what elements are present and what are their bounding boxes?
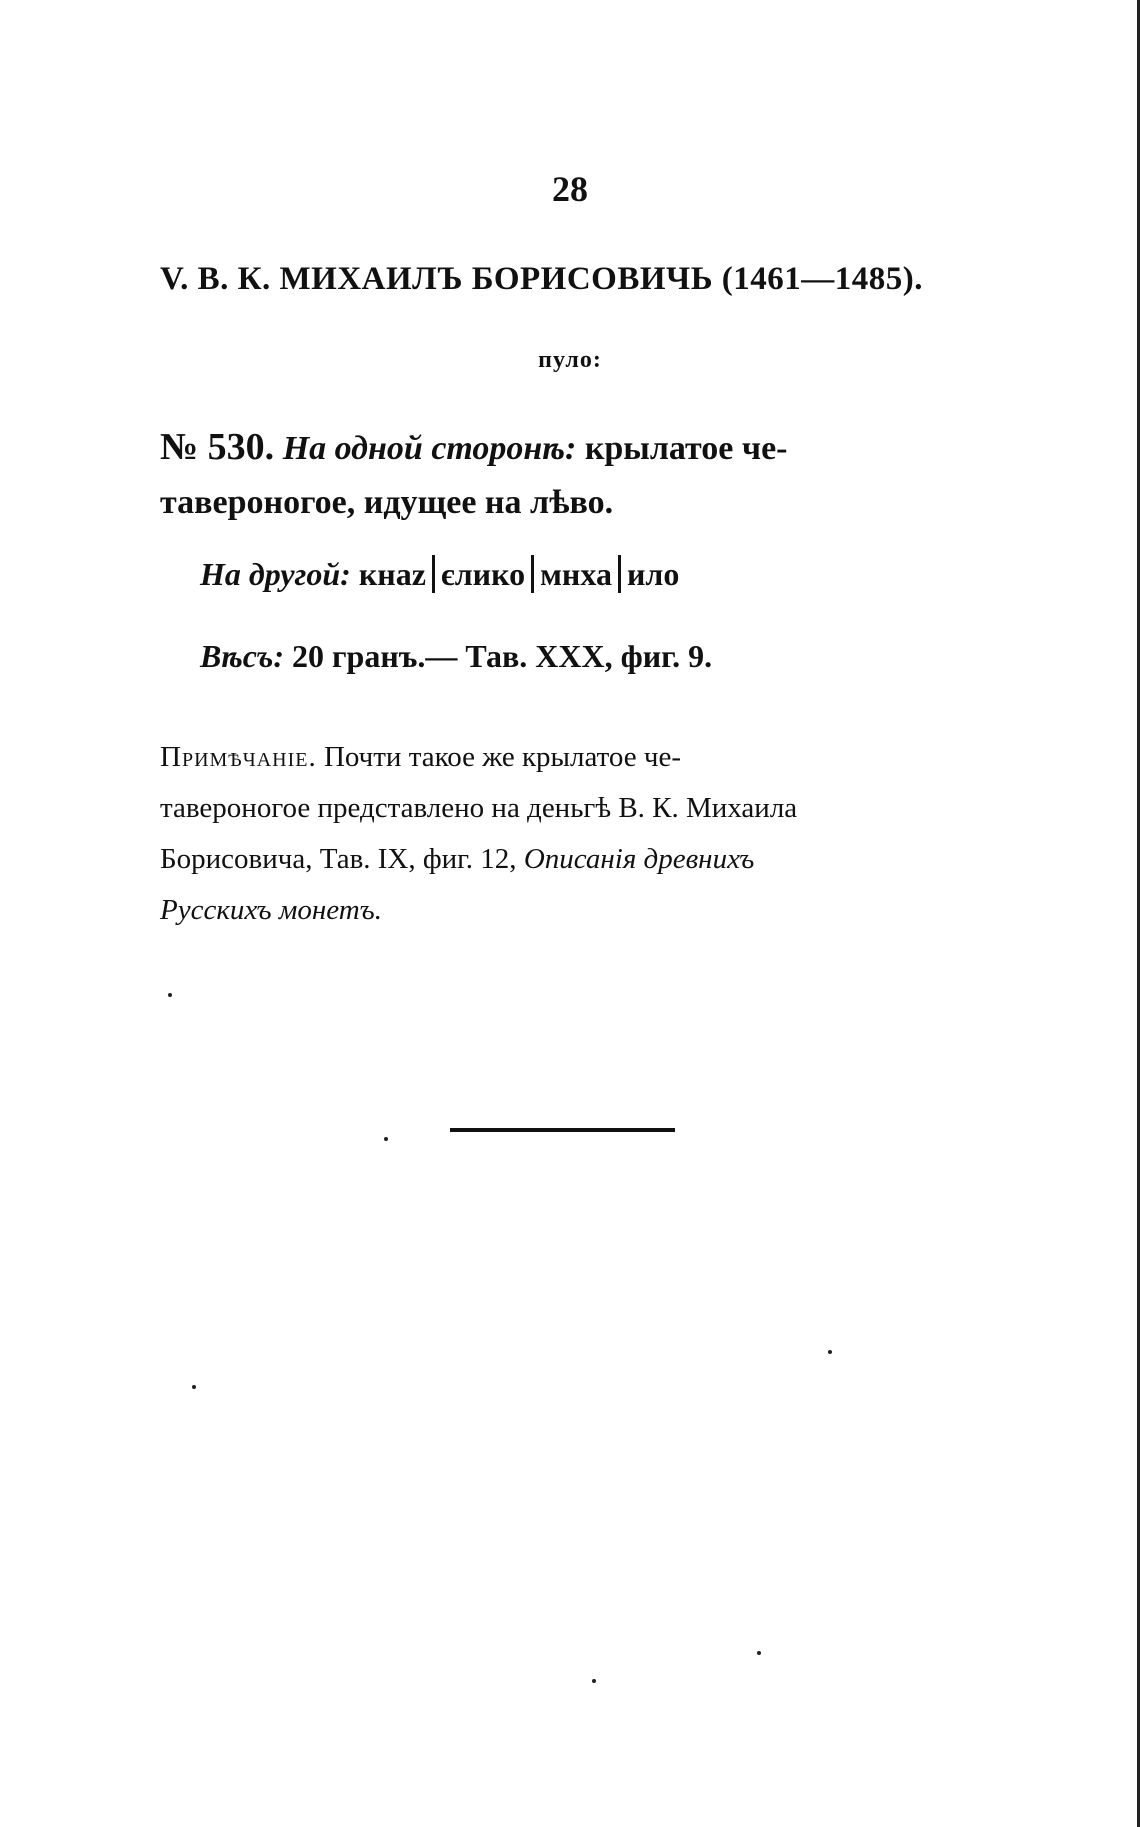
note-line-3b: Описанія древнихъ: [523, 843, 755, 875]
note-label: Примѣчаніе.: [160, 741, 317, 773]
coin-entry: [160, 420, 990, 530]
speck: [757, 1651, 761, 1655]
note-paragraph: [160, 732, 990, 936]
speck: [592, 1679, 596, 1683]
weight-label: Вѣсъ:: [200, 638, 284, 674]
legend-part: ило: [626, 556, 680, 592]
entry-number: № 530.: [160, 426, 275, 468]
coin-type-label: пуло:: [538, 347, 602, 373]
legend-part: єлико: [440, 556, 526, 592]
legend-divider: [618, 555, 621, 593]
legend-part: кнаz: [358, 556, 426, 592]
obverse-text-line-2: тавероногое, идущее на лѣво.: [160, 484, 614, 521]
weight-value: 20 гранъ.—: [291, 638, 458, 674]
section-heading: V. В. К. МИХАИЛЪ БОРИСОВИЧЬ (1461—1485).: [160, 261, 924, 297]
end-rule: [450, 1128, 675, 1132]
legend-divider: [531, 555, 534, 593]
speck: [384, 1137, 388, 1141]
speck: [828, 1350, 832, 1354]
note-line-4: Русскихъ монетъ.: [160, 894, 382, 926]
note-line-1: Почти такое же крылатое че-: [323, 741, 682, 773]
weight-line: [200, 638, 712, 675]
reverse-label: На другой:: [200, 556, 351, 592]
legend-divider: [432, 555, 435, 593]
speck: [192, 1385, 196, 1389]
obverse-text-line-1: крылатое че-: [584, 430, 788, 467]
reverse-description: [200, 555, 679, 593]
obverse-label: На одной сторонѣ:: [282, 430, 577, 467]
note-line-2: тавероногое представлено на деньгѣ В. К. Михаила: [160, 792, 798, 824]
note-line-3a: Борисовича, Тав. IX, фиг. 12,: [160, 843, 517, 875]
page-number: 28: [552, 169, 588, 209]
speck: [168, 993, 172, 997]
plate-reference: Тав. XXX, фиг. 9.: [465, 638, 713, 674]
legend-part: мнха: [540, 556, 612, 592]
